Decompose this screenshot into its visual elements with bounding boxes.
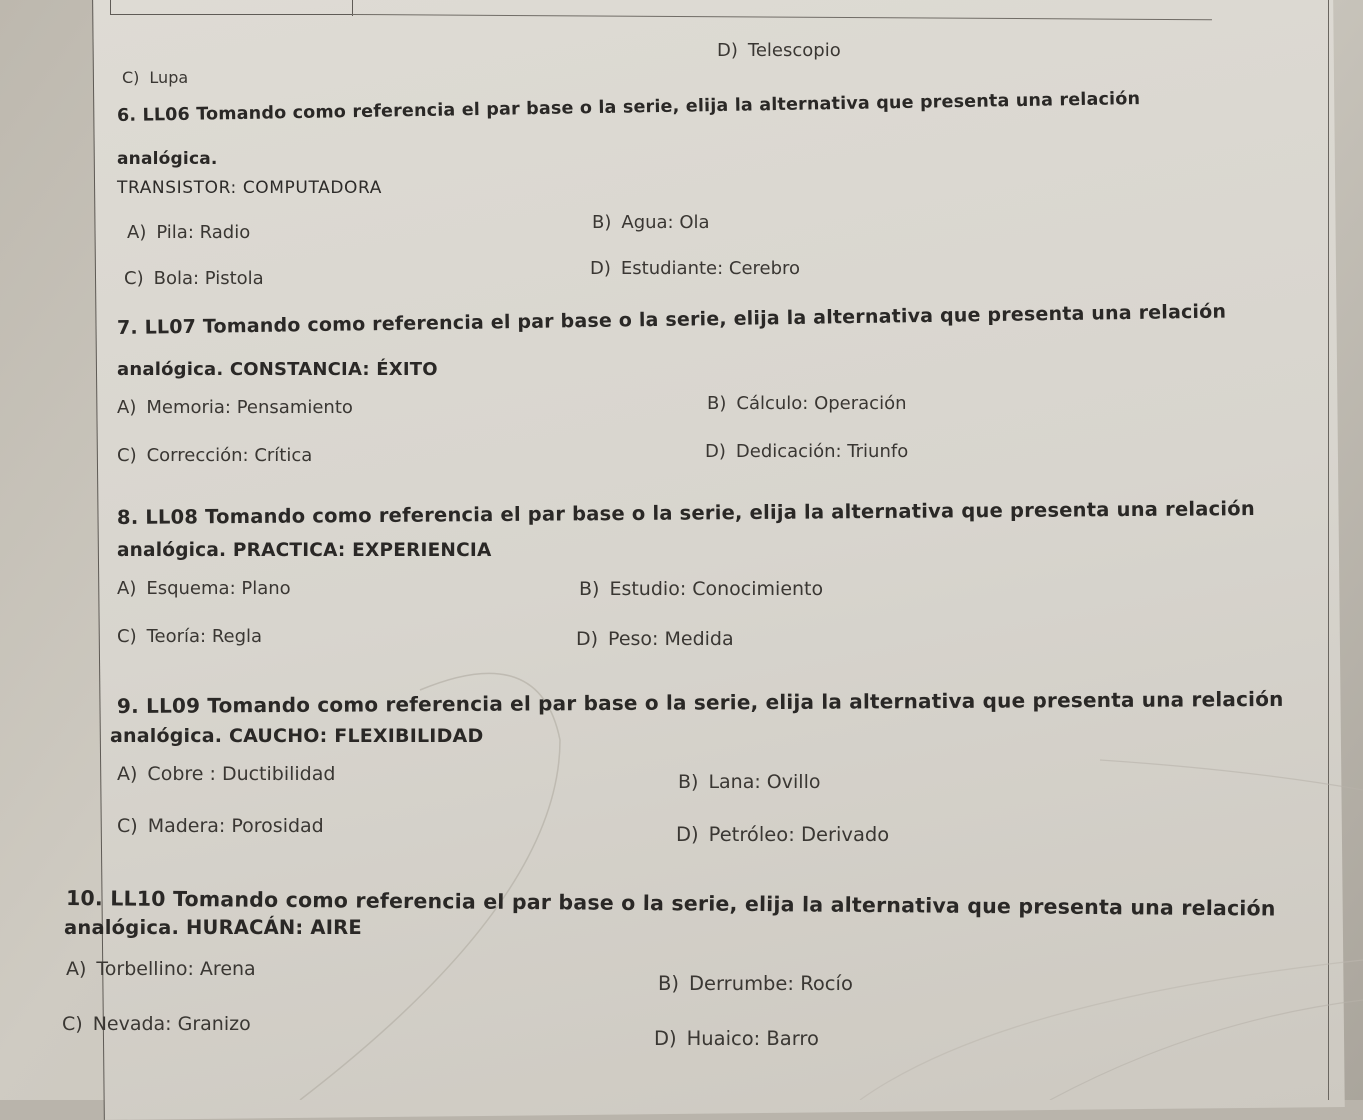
question-8-text-line-1: 8. LL08 Tomando como referencia el par base o la serie, elija la alternativa que presenta una relación (116, 497, 1255, 529)
sheet-right-border (1328, 0, 1329, 1100)
option-letter: C) (117, 626, 137, 647)
question-6-text-line-1: 6. LL06 Tomando como referencia el par base o la serie, elija la alternativa que presenta una relación (116, 89, 1141, 126)
option-letter: D) (705, 441, 726, 462)
question-10-option-d[interactable] (654, 1027, 819, 1050)
question-7-option-d[interactable] (705, 441, 908, 462)
question-7-text-line-1: 7. LL07 Tomando como referencia el par base o la serie, elija la alternativa que presenta una relación (116, 300, 1227, 339)
option-text: Bola: Pistola (153, 268, 264, 289)
option-letter: A) (127, 222, 147, 243)
option-text: Cobre : Ductibilidad (147, 763, 336, 785)
option-letter: D) (676, 823, 699, 846)
option-text: Dedicación: Triunfo (735, 441, 909, 462)
option-text: Torbellino: Arena (96, 958, 256, 980)
option-text: Esquema: Plano (146, 578, 291, 599)
option-letter: B) (658, 972, 679, 995)
question-8-option-d[interactable] (576, 628, 734, 650)
option-letter: A) (117, 763, 138, 785)
question-6-option-a[interactable] (127, 222, 250, 243)
option-text: Derrumbe: Rocío (689, 972, 853, 995)
question-7-text-line-2: analógica. CONSTANCIA: ÉXITO (117, 359, 438, 380)
option-letter: A) (66, 958, 87, 980)
header-box-line-3 (110, 14, 352, 15)
question-6-pair: TRANSISTOR: COMPUTADORA (117, 178, 382, 198)
question-10-option-a[interactable] (66, 958, 256, 980)
option-letter: A) (117, 578, 137, 599)
question-10-option-c[interactable] (62, 1013, 251, 1035)
option-text: Estudiante: Cerebro (620, 258, 801, 279)
question-7-option-b[interactable] (707, 393, 907, 414)
option-text: Estudio: Conocimiento (609, 578, 824, 600)
option-letter: D) (576, 628, 599, 650)
option-prev-c[interactable] (122, 68, 188, 87)
option-text: Corrección: Crítica (146, 445, 313, 466)
option-letter: B) (707, 393, 727, 414)
option-text: Cálculo: Operación (736, 393, 907, 414)
question-9-option-d[interactable] (676, 823, 889, 846)
option-letter: C) (117, 815, 138, 837)
question-8-option-b[interactable] (579, 578, 823, 600)
option-letter: B) (678, 771, 699, 793)
option-letter: A) (117, 397, 137, 418)
question-8-option-a[interactable] (117, 578, 291, 599)
header-box-line-1 (110, 0, 111, 14)
question-9-option-a[interactable] (117, 763, 335, 785)
question-6-option-d[interactable] (590, 258, 800, 279)
question-10-text-line-1: 10. LL10 Tomando como referencia el par base o la serie, elija la alternativa que presenta una relación (65, 886, 1276, 921)
question-7-option-c[interactable] (117, 445, 312, 466)
option-text: Agua: Ola (621, 212, 710, 233)
option-text: Lupa (149, 68, 189, 87)
option-text: Telescopio (747, 40, 841, 61)
option-text: Petróleo: Derivado (708, 823, 890, 846)
question-9-text-line-1: 9. LL09 Tomando como referencia el par base o la serie, elija la alternativa que presenta una relación (116, 686, 1284, 718)
question-6-option-c[interactable] (124, 268, 264, 289)
question-7-option-a[interactable] (117, 397, 353, 418)
question-9-text-line-2: analógica. CAUCHO: FLEXIBILIDAD (110, 725, 484, 747)
question-8-option-c[interactable] (117, 626, 262, 647)
option-text: Nevada: Granizo (92, 1013, 251, 1035)
option-text: Huaico: Barro (686, 1027, 819, 1050)
option-letter: C) (117, 445, 137, 466)
option-letter: B) (579, 578, 600, 600)
question-10-option-b[interactable] (658, 972, 853, 995)
question-9-option-c[interactable] (117, 815, 324, 837)
question-6-option-b[interactable] (592, 212, 710, 233)
option-text: Teoría: Regla (146, 626, 263, 647)
option-letter: B) (592, 212, 612, 233)
option-text: Lana: Ovillo (708, 771, 821, 793)
option-text: Peso: Medida (608, 628, 734, 650)
option-letter: D) (654, 1027, 677, 1050)
option-letter: C) (124, 268, 144, 289)
option-letter: D) (590, 258, 611, 279)
question-10-text-line-2: analógica. HURACÁN: AIRE (64, 916, 362, 939)
option-prev-d[interactable] (717, 40, 841, 61)
option-letter: C) (122, 68, 140, 87)
option-text: Madera: Porosidad (147, 815, 324, 837)
option-letter: D) (717, 40, 738, 61)
question-9-option-b[interactable] (678, 771, 820, 793)
question-6-text-line-2: analógica. (117, 149, 218, 169)
option-text: Memoria: Pensamiento (146, 397, 353, 418)
option-text: Pila: Radio (156, 222, 251, 243)
option-letter: C) (62, 1013, 83, 1035)
question-8-text-line-2: analógica. PRACTICA: EXPERIENCIA (117, 540, 492, 561)
